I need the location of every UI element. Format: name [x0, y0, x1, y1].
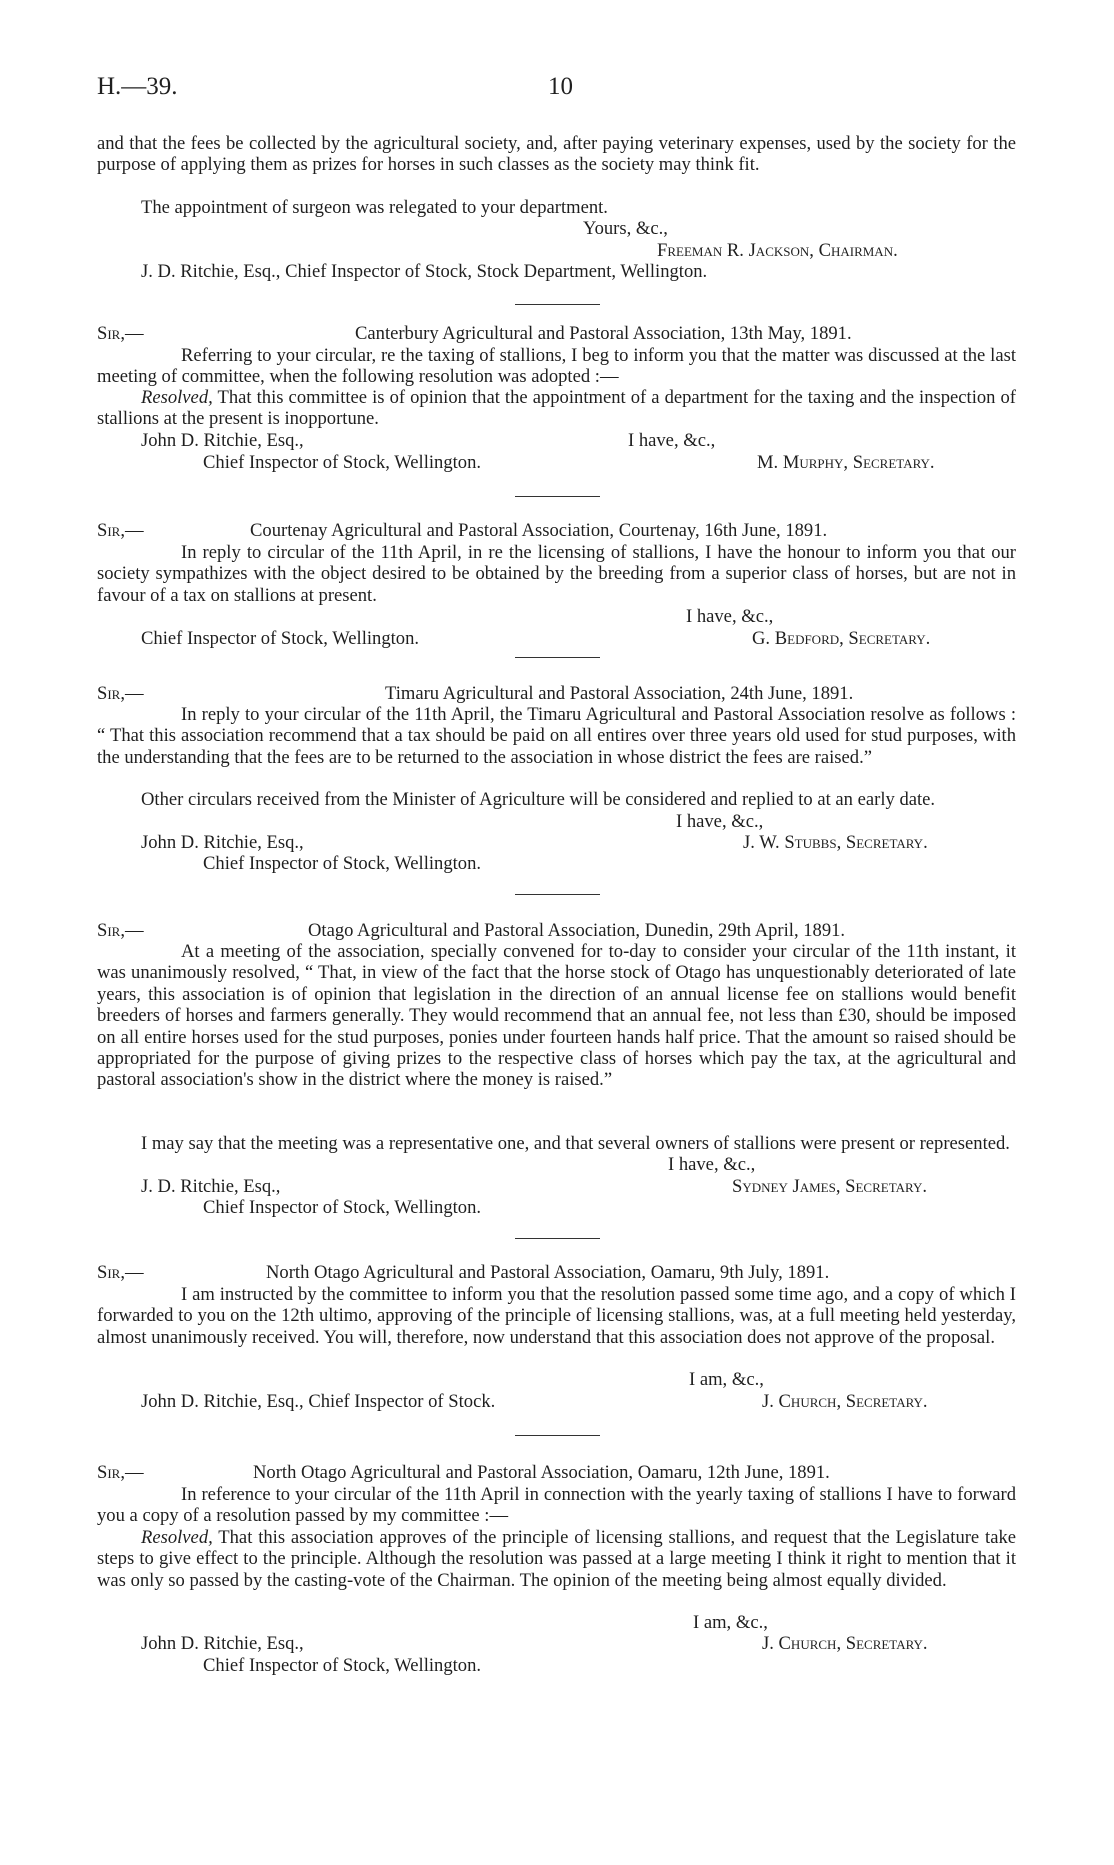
intro-paragraph: and that the fees be collected by the agricultural society, and, after paying veterinary expenses, used by the society for the purpose of applying them as prizes for horses in such classes as the society may think fit. — [97, 133, 1016, 176]
salutation: Sir,— — [97, 1262, 144, 1283]
letter-heading: North Otago Agricultural and Pastoral Association, Oamaru, 12th June, 1891. — [253, 1462, 830, 1483]
intro-paragraph-2: The appointment of surgeon was relegated to your department. — [141, 197, 608, 218]
separator-rule — [515, 1238, 600, 1239]
letter-signature: M. Murphy, Secretary. — [757, 452, 935, 473]
letter-signature: Sydney James, Secretary. — [732, 1176, 927, 1197]
letter-closing: I am, &c., — [689, 1369, 764, 1390]
letter-signature: J. Church, Secretary. — [762, 1633, 928, 1654]
letter-addressee: John D. Ritchie, Esq., — [141, 1633, 304, 1654]
separator-rule — [515, 1435, 600, 1436]
separator-rule — [515, 894, 600, 895]
letter-heading: Canterbury Agricultural and Pastoral Association, 13th May, 1891. — [355, 323, 852, 344]
letter-heading: Otago Agricultural and Pastoral Association, Dunedin, 29th April, 1891. — [308, 920, 846, 941]
resolution-text: That this association approves of the principle of licensing stallions, and request that the Legislature take steps to give effect to the principle. Although the resolution was passed at a large meeting I think it right to mention that it was only so passed by the casting-vote of the Chairman. The opinion of the meeting being almost equally divided. — [97, 1527, 1016, 1591]
letter-addressee: Chief Inspector of Stock, Wellington. — [141, 628, 420, 649]
letter-paragraph: Referring to your circular, re the taxing of stallions, I beg to inform you that the matter was discussed at the last meeting of committee, when the following resolution was adopted :— — [97, 345, 1016, 388]
letter-addressee: John D. Ritchie, Esq., Chief Inspector of Stock. — [141, 1391, 496, 1412]
letter-addressee-title: Chief Inspector of Stock, Wellington. — [203, 1197, 482, 1218]
separator-rule — [515, 496, 600, 497]
letter-resolution — [97, 387, 1016, 430]
resolved-word: Resolved, — [141, 387, 213, 408]
separator-rule — [515, 657, 600, 658]
letter-addressee: John D. Ritchie, Esq., — [141, 832, 304, 853]
letter-closing: I have, &c., — [668, 1154, 756, 1175]
resolved-word: Resolved, — [141, 1527, 213, 1548]
separator-rule — [515, 304, 600, 305]
letter-paragraph-2: Other circulars received from the Minister of Agriculture will be considered and replied to at an early date. — [141, 789, 936, 810]
letter-signature: J. Church, Secretary. — [762, 1391, 928, 1412]
intro-closing: Yours, &c., — [583, 218, 668, 239]
letter-addressee-title: Chief Inspector of Stock, Wellington. — [203, 452, 482, 473]
letter-closing: I have, &c., — [676, 811, 764, 832]
intro-signature: Freeman R. Jackson, Chairman. — [657, 240, 898, 261]
letter-heading: Courtenay Agricultural and Pastoral Association, Courtenay, 16th June, 1891. — [250, 520, 828, 541]
letter-paragraph-2: I may say that the meeting was a representative one, and that several owners of stallions were present or represented. — [141, 1133, 1010, 1154]
letter-paragraph: I am instructed by the committee to inform you that the resolution passed some time ago, and a copy of which I forwarded to you on the 12th ultimo, approving of the principle of licensing stallions, was, at a full meeting held yesterday, almost unanimously received. You will, therefore, now understand that this association does not approve of the proposal. — [97, 1284, 1016, 1348]
letter-closing: I have, &c., — [686, 606, 774, 627]
letter-closing: I am, &c., — [693, 1612, 768, 1633]
intro-addressee: J. D. Ritchie, Esq., Chief Inspector of Stock, Stock Department, Wellington. — [141, 261, 708, 282]
letter-signature: G. Bedford, Secretary. — [752, 628, 931, 649]
letter-addressee: J. D. Ritchie, Esq., — [141, 1176, 281, 1197]
resolution-text: That this committee is of opinion that the appointment of a department for the taxing and the inspection of stallions at the present is inopportune. — [97, 387, 1017, 430]
letter-closing: I have, &c., — [628, 430, 716, 451]
letter-paragraph: In reply to your circular of the 11th April, the Timaru Agricultural and Pastoral Association resolve as follows : “ That this association recommend that a tax should be paid on all entires over three years old used for stud purposes, with the understanding that the fees are to be returned to the association in whose district the fees are raised.” — [97, 704, 1016, 768]
salutation: Sir,— — [97, 520, 144, 541]
letter-resolution — [97, 1527, 1016, 1591]
letter-paragraph: At a meeting of the association, specially convened for to-day to consider your circular of the 11th instant, it was unanimously resolved, “ That, in view of the fact that the horse stock of Otago has unquestionably deteriorated of late years, this association is of opinion that legislation in the direction of an annual license fee on stallions would benefit breeders of horses and farmers generally. They would recommend that an annual fee, not less than £30, should be imposed on all entire horses used for the stud purposes, ponies under fourteen hands half price. That the amount so raised should be appropriated for the purpose of giving prizes to the respective class of horses which pay the tax, at the agricultural and pastoral association's show in the district where the money is raised.” — [97, 941, 1016, 1091]
salutation: Sir,— — [97, 323, 144, 344]
salutation: Sir,— — [97, 1462, 144, 1483]
document-reference: H.—39. — [97, 73, 178, 100]
letter-heading: Timaru Agricultural and Pastoral Association, 24th June, 1891. — [385, 683, 854, 704]
page-number: 10 — [548, 73, 573, 100]
letter-addressee-title: Chief Inspector of Stock, Wellington. — [203, 1655, 482, 1676]
letter-addressee-title: Chief Inspector of Stock, Wellington. — [203, 853, 482, 874]
letter-paragraph: In reply to circular of the 11th April, in re the licensing of stallions, I have the honour to inform you that our society sympathizes with the object desired to be obtained by the breeding from a superior class of horses, but are not in favour of a tax on stallions at present. — [97, 542, 1016, 606]
letter-addressee: John D. Ritchie, Esq., — [141, 430, 304, 451]
letter-signature: J. W. Stubbs, Secretary. — [743, 832, 928, 853]
letter-paragraph: In reference to your circular of the 11th April in connection with the yearly taxing of stallions I have to forward you a copy of a resolution passed by my committee :— — [97, 1484, 1016, 1527]
letter-heading: North Otago Agricultural and Pastoral Association, Oamaru, 9th July, 1891. — [266, 1262, 830, 1283]
salutation: Sir,— — [97, 920, 144, 941]
salutation: Sir,— — [97, 683, 144, 704]
